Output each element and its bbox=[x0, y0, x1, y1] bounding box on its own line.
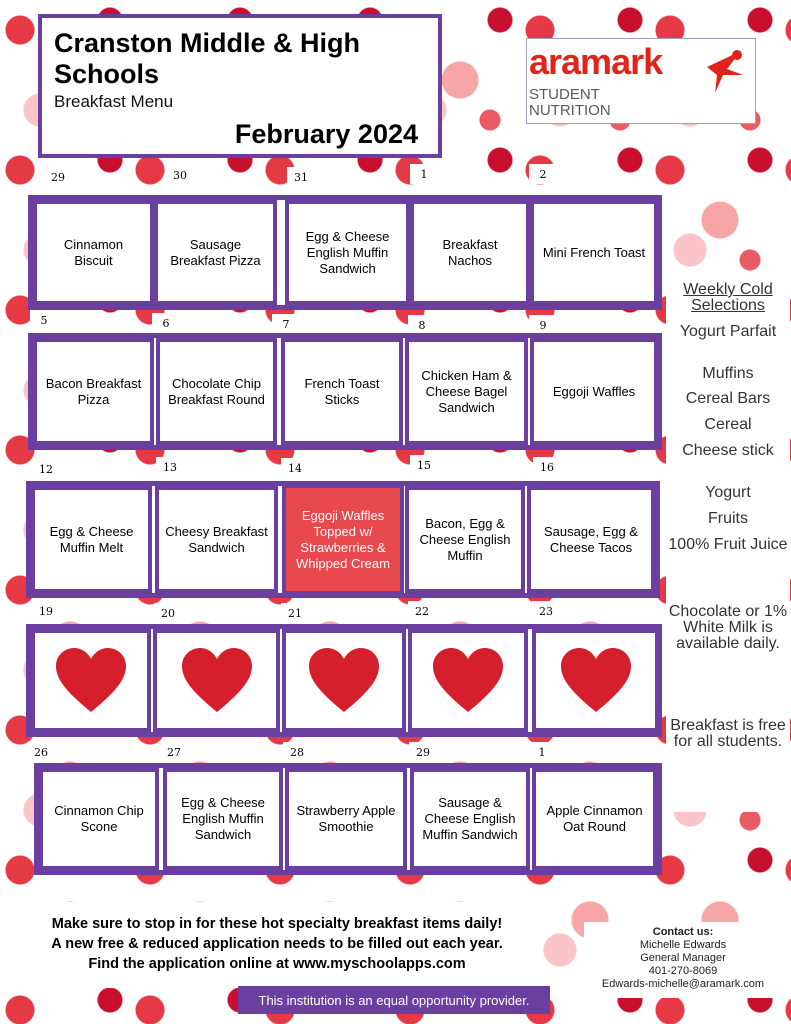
logo-wordmark: aramark bbox=[529, 41, 663, 82]
sidebar-item: Yogurt Parfait bbox=[679, 323, 777, 340]
contact-phone: 401-270-8069 bbox=[648, 965, 718, 977]
day-number: 7 bbox=[272, 314, 300, 334]
sidebar-item: Yogurt bbox=[705, 484, 751, 501]
menu-cell: Apple Cinnamon Oat Round bbox=[532, 768, 657, 870]
aramark-logo bbox=[526, 38, 756, 124]
day-number: 12 bbox=[32, 459, 60, 479]
day-number: 28 bbox=[283, 742, 311, 762]
menu-cell: Cinnamon Biscuit bbox=[33, 200, 154, 305]
page-title: Cranston Middle & High Schools bbox=[54, 28, 360, 89]
contact-email: Edwards-michelle@aramark.com bbox=[601, 978, 765, 990]
free-breakfast-note: Breakfast is free for all students. bbox=[670, 717, 786, 750]
day-number: 9 bbox=[529, 315, 557, 335]
day-number: 31 bbox=[287, 167, 315, 187]
menu-cell: Strawberry Apple Smoothie bbox=[285, 768, 407, 870]
day-number: 21 bbox=[281, 603, 309, 623]
day-number: 30 bbox=[166, 165, 194, 185]
day-number: 20 bbox=[154, 603, 182, 623]
menu-cell: Sausage Breakfast Pizza bbox=[154, 200, 277, 305]
menu-cell: Eggoji Waffles bbox=[530, 338, 658, 445]
sidebar-item: Cereal bbox=[704, 416, 752, 433]
heart-icon bbox=[54, 646, 128, 716]
day-number: 14 bbox=[281, 458, 309, 478]
day-number: 19 bbox=[32, 601, 60, 621]
menu-cell: Sausage, Egg & Cheese Tacos bbox=[527, 486, 655, 593]
day-number: 13 bbox=[156, 457, 184, 477]
menu-cell: Cheesy Breakfast Sandwich bbox=[155, 486, 278, 593]
sidebar-item: Cereal Bars bbox=[685, 390, 771, 407]
day-number: 27 bbox=[160, 742, 188, 762]
day-number: 23 bbox=[532, 601, 560, 621]
cold-selections-sidebar bbox=[666, 276, 790, 812]
sidebar-item: Muffins bbox=[702, 365, 754, 382]
menu-cell: Breakfast Nachos bbox=[410, 200, 530, 305]
menu-cell: Chocolate Chip Breakfast Round bbox=[156, 338, 277, 445]
day-number: 1 bbox=[528, 742, 556, 762]
day-number: 8 bbox=[408, 315, 436, 335]
contact-title: Contact us: bbox=[652, 926, 714, 938]
menu-cell: Mini French Toast bbox=[530, 200, 658, 305]
heart-icon bbox=[431, 646, 505, 716]
day-number: 26 bbox=[27, 742, 55, 762]
sidebar-item: 100% Fruit Juice bbox=[668, 536, 788, 553]
day-number: 5 bbox=[30, 310, 58, 330]
menu-cell: Cinnamon Chip Scone bbox=[39, 768, 159, 870]
menu-cell-heart bbox=[532, 629, 659, 732]
menu-cell: Chicken Ham & Cheese Bagel Sandwich bbox=[405, 338, 528, 445]
day-number: 6 bbox=[152, 313, 180, 333]
month-label: February 2024 bbox=[234, 119, 418, 149]
menu-cell: Bacon Breakfast Pizza bbox=[33, 338, 154, 445]
menu-cell: Bacon, Egg & Cheese English Muffin bbox=[405, 486, 525, 593]
day-number: 29 bbox=[409, 742, 437, 762]
menu-cell-heart bbox=[408, 629, 528, 732]
menu-cell: Sausage & Cheese English Muffin Sandwich bbox=[410, 768, 530, 870]
day-number: 1 bbox=[410, 164, 438, 184]
specialty-notice: Make sure to stop in for these hot specialty breakfast items daily! A new free & reduced application needs to be filled out each year. Find the application online at www.myschoolapps.com bbox=[16, 902, 538, 988]
menu-cell-special: Eggoji Waffles Topped w/ Strawberries & Whipped Cream bbox=[282, 484, 404, 595]
menu-cell: French Toast Sticks bbox=[281, 338, 403, 445]
heart-icon bbox=[180, 646, 254, 716]
menu-cell: Egg & Cheese English Muffin Sandwich bbox=[163, 768, 283, 870]
sidebar-item: Fruits bbox=[708, 510, 748, 527]
day-number: 2 bbox=[529, 164, 557, 184]
menu-cell-heart bbox=[282, 629, 406, 732]
sidebar-item: Cheese stick bbox=[682, 442, 774, 459]
contact-name: Michelle Edwards bbox=[639, 939, 727, 951]
menu-cell: Egg & Cheese English Muffin Sandwich bbox=[285, 200, 410, 305]
contact-role: General Manager bbox=[640, 952, 726, 964]
day-number: 29 bbox=[44, 167, 72, 187]
logo-subtitle: STUDENT NUTRITION bbox=[529, 86, 611, 119]
menu-cell: Egg & Cheese Muffin Melt bbox=[31, 486, 152, 593]
menu-cell-heart bbox=[153, 629, 280, 732]
aramark-star-person-icon bbox=[697, 45, 749, 97]
day-number: 16 bbox=[533, 457, 561, 477]
page-subtitle: Breakfast Menu bbox=[54, 92, 174, 111]
milk-note: Chocolate or 1% White Milk is available daily. bbox=[668, 603, 788, 652]
contact-box bbox=[584, 922, 782, 998]
equal-opportunity-banner: This institution is an equal opportunity provider. bbox=[238, 986, 550, 1014]
day-number: 22 bbox=[408, 601, 436, 621]
sidebar-title: Weekly Cold Selections bbox=[683, 281, 773, 314]
heart-icon bbox=[307, 646, 381, 716]
heart-icon bbox=[559, 646, 633, 716]
day-number: 15 bbox=[410, 455, 438, 475]
title-box bbox=[38, 14, 442, 158]
menu-cell-heart bbox=[31, 629, 151, 732]
